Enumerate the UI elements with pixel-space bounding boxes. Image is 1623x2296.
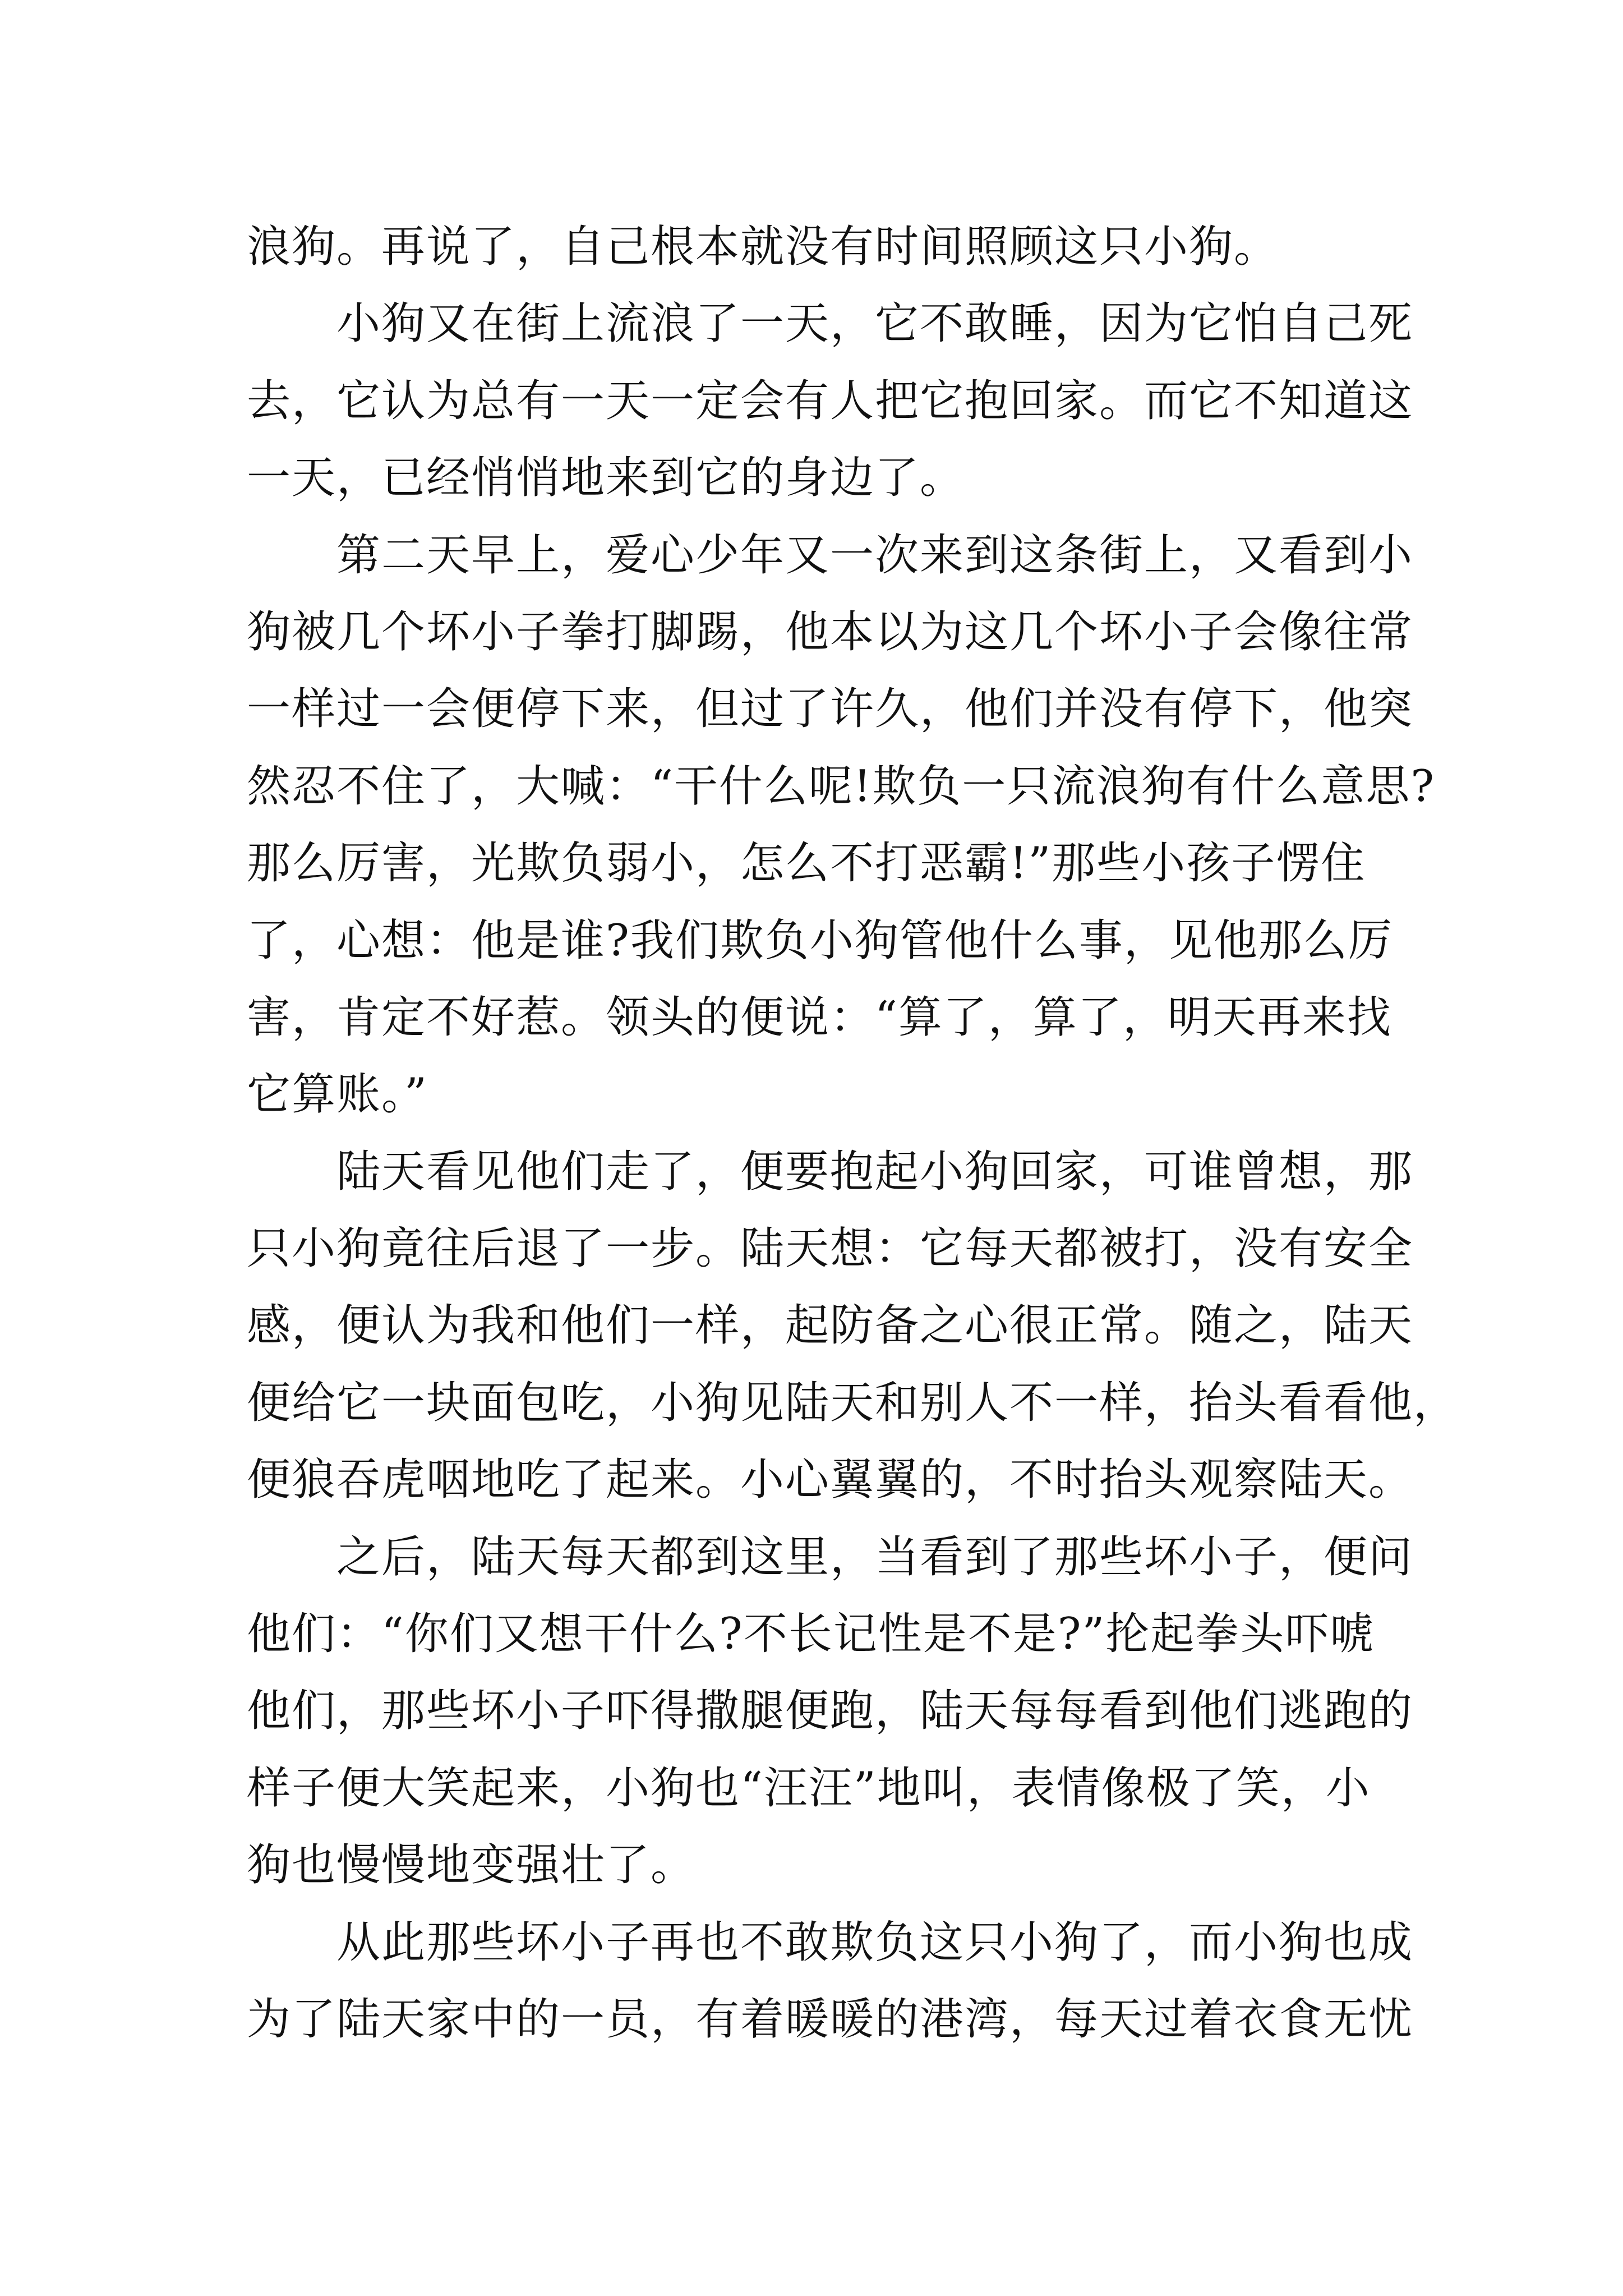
text-line: 小狗又在街上流浪了一天，它不敢睡，因为它怕自己死: [336, 298, 1414, 349]
text-line: 第二天早上，爱心少年又一次来到这条街上，又看到小: [336, 530, 1414, 581]
body-text: [247, 209, 1459, 2058]
text-line: 那么厉害，光欺负弱小，怎么不打恶霸!”那些小孩子愣住: [247, 838, 1366, 889]
text-line: 样子便大笑起来，小狗也“汪汪”地叫，表情像极了笑，小: [247, 1763, 1371, 1814]
text-line: 他们：“你们又想干什么?不长记性是不是?”抡起拳头吓唬: [247, 1609, 1375, 1660]
text-line: 一样过一会便停下来，但过了许久，他们并没有停下，他突: [247, 684, 1414, 735]
text-line: 他们，那些坏小子吓得撒腿便跑，陆天每每看到他们逃跑的: [247, 1686, 1414, 1737]
text-line: 之后，陆天每天都到这里，当看到了那些坏小子，便问: [336, 1531, 1414, 1582]
text-line: 只小狗竟往后退了一步。陆天想：它每天都被打，没有安全: [247, 1223, 1414, 1274]
text-line: 便狼吞虎咽地吃了起来。小心翼翼的，不时抬头观察陆天。: [247, 1455, 1414, 1506]
text-line: 浪狗。再说了，自己根本就没有时间照顾这只小狗。: [247, 222, 1279, 272]
text-line: 便给它一块面包吃，小狗见陆天和别人不一样，抬头看看他，: [247, 1377, 1459, 1428]
text-line: 害，肯定不好惹。领头的便说：“算了，算了，明天再来找: [247, 992, 1392, 1043]
text-line: 感，便认为我和他们一样，起防备之心很正常。随之，陆天: [247, 1300, 1414, 1351]
text-line: 为了陆天家中的一员，有着暖暖的港湾，每天过着衣食无忧: [247, 1994, 1414, 2045]
text-line: 陆天看见他们走了，便要抱起小狗回家，可谁曾想，那: [336, 1146, 1414, 1197]
text-line: 狗也慢慢地变强壮了。: [247, 1840, 696, 1891]
text-line: 了，心想：他是谁?我们欺负小狗管他什么事，见他那么厉: [247, 915, 1393, 966]
text-line: 一天，已经悄悄地来到它的身边了。: [247, 453, 965, 504]
text-line: 它算账。”: [247, 1069, 428, 1120]
text-line: 去，它认为总有一天一定会有人把它抱回家。而它不知道这: [247, 375, 1414, 426]
text-line: 然忍不住了，大喊：“干什么呢!欺负一只流浪狗有什么意思?: [247, 761, 1436, 812]
text-line: 从此那些坏小子再也不敢欺负这只小狗了，而小狗也成: [336, 1917, 1414, 1968]
text-line: 狗被几个坏小子拳打脚踢，他本以为这几个坏小子会像往常: [247, 606, 1414, 657]
